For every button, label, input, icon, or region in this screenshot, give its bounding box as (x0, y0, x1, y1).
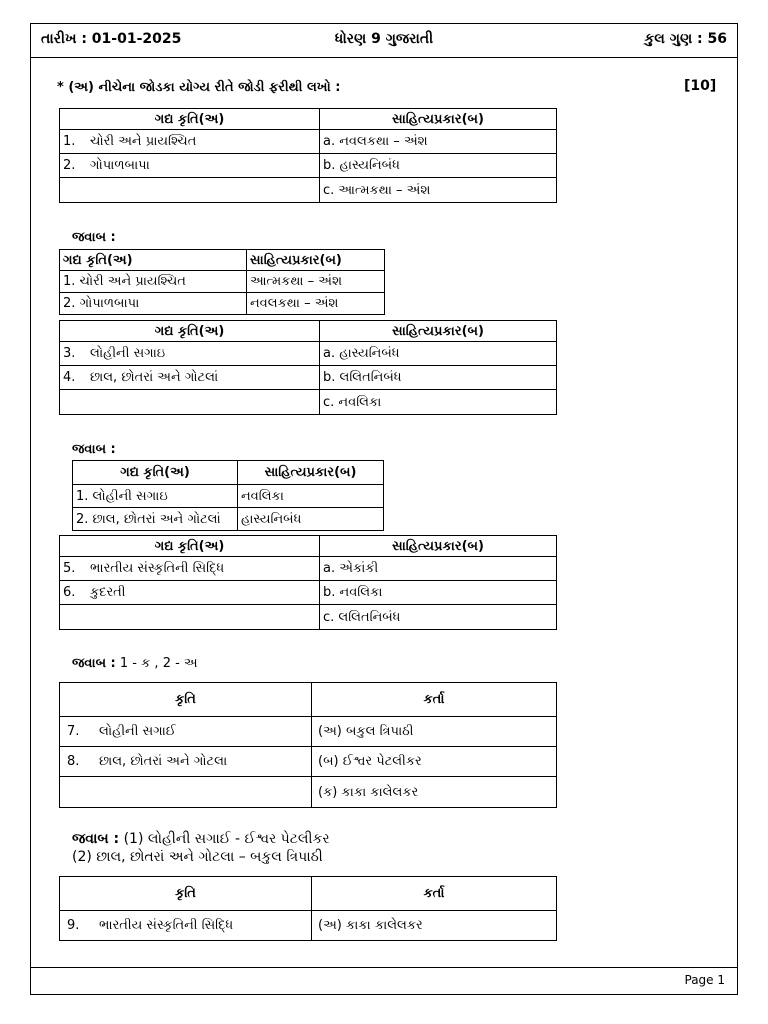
author-option: (અ) કાકા કાલેલકર (312, 911, 557, 941)
table-header: સાહિત્યપ્રકાર(બ) (238, 461, 384, 485)
table-header: ગદ્ય કૃતિ(અ) (60, 109, 320, 130)
work-name: ભારતીય સંસ્કૃતિની સિદ્ધિ (90, 561, 225, 576)
author-option: (અ) બકુલ ત્રિપાઠી (312, 717, 557, 747)
work-name: ચોરી અને પ્રાયશ્ચિત (90, 134, 197, 149)
page-header (31, 24, 737, 58)
work-name: ભારતીય સંસ્કૃતિની સિદ્ધિ (99, 918, 234, 933)
table-row (60, 390, 557, 415)
genre-option: a. નવલકથા – અંશ (320, 130, 557, 154)
answer-text: 1 - ક , 2 - અ (119, 656, 198, 671)
table-header: સાહિત્યપ્રકાર(બ) (320, 321, 557, 342)
work-name: ગોપાળબાપા (90, 158, 150, 173)
table-row (60, 130, 557, 154)
table-row (60, 911, 557, 941)
table-row (73, 508, 384, 531)
page-number: Page 1 (684, 973, 725, 987)
table-row (60, 717, 557, 747)
work-name: લોહીની સગાઈ (99, 724, 176, 739)
row-number: 8. (67, 754, 80, 769)
work-name: છાલ, છોતરાં અને ગોટલાં (90, 370, 219, 385)
table-header: ગદ્ય કૃતિ(અ) (60, 250, 247, 271)
row-number: 5. (63, 561, 76, 576)
genre-option: c. લલિતનિબંધ (320, 605, 557, 630)
row-number: 2. (63, 158, 76, 173)
answer-table-1 (59, 249, 385, 315)
table-row (60, 557, 557, 581)
work-name: 1. ચોરી અને પ્રાયશ્ચિત (60, 271, 247, 293)
table-row (60, 293, 385, 315)
answer-line (72, 831, 330, 847)
row-number: 3. (63, 346, 76, 361)
table-header: સાહિત્યપ્રકાર(બ) (320, 536, 557, 557)
genre-option: c. નવલિકા (320, 390, 557, 415)
answer-line (72, 656, 198, 671)
genre-answer: નવલકથા – અંશ (247, 293, 385, 315)
genre-option: b. નવલિકા (320, 581, 557, 605)
match-table-2 (59, 320, 557, 415)
table-row (60, 271, 385, 293)
work-name: કુદરતી (90, 585, 126, 600)
table-row (60, 605, 557, 630)
work-name: 1. લોહીની સગાઇ (73, 485, 238, 508)
question-title: * (અ) નીચેના જોડકા યોગ્ય રીતે જોડી ફરીથી લખો : (57, 80, 341, 95)
table-row (60, 747, 557, 777)
author-option: (બ) ઈશ્વર પેટલીકર (312, 747, 557, 777)
table-header: ગદ્ય કૃતિ(અ) (60, 321, 320, 342)
table-header: કૃતિ (60, 683, 312, 717)
page-footer (31, 967, 737, 994)
answer-label: જવાબ : (72, 656, 116, 671)
table-header: સાહિત્યપ્રકાર(બ) (247, 250, 385, 271)
row-number: 4. (63, 370, 76, 385)
genre-answer: નવલિકા (238, 485, 384, 508)
answer-table-2 (72, 460, 384, 531)
answer-label: જવાબ : (72, 442, 116, 457)
answer-text: (1) લોહીની સગાઈ - ઈશ્વર પેટલીકર (123, 831, 330, 847)
work-name: 2. ગોપાળબાપા (60, 293, 247, 315)
work-name: 2. છાલ, છોતરાં અને ગોટલાં (73, 508, 238, 531)
table-row (60, 777, 557, 808)
row-number: 9. (67, 918, 80, 933)
work-name: છાલ, છોતરાં અને ગોટલા (99, 754, 228, 769)
answer-label: જવાબ : (72, 230, 116, 245)
exam-date: તારીખ : 01-01-2025 (41, 31, 182, 47)
author-option: (ક) કાકા કાલેલકર (312, 777, 557, 808)
table-row (73, 485, 384, 508)
genre-option: a. હાસ્યનિબંધ (320, 342, 557, 366)
work-name: લોહીની સગાઇ (90, 346, 166, 361)
table-header: ગદ્ય કૃતિ(અ) (60, 536, 320, 557)
answer-text: (2) છાલ, છોતરાં અને ગોટલા – બકુલ ત્રિપાઠી (72, 849, 323, 865)
question-marks: [10] (684, 78, 717, 94)
table-header: સાહિત્યપ્રકાર(બ) (320, 109, 557, 130)
exam-title: ધોરણ 9 ગુજરાતી (334, 31, 434, 47)
genre-option: c. આત્મકથા – અંશ (320, 178, 557, 203)
table-header: કૃતિ (60, 877, 312, 911)
match-table-3 (59, 535, 557, 630)
table-row (60, 342, 557, 366)
genre-option: b. લલિતનિબંધ (320, 366, 557, 390)
total-marks: કુલ ગુણ : 56 (644, 31, 727, 47)
table-header: ગદ્ય કૃતિ(અ) (73, 461, 238, 485)
row-number: 1. (63, 134, 76, 149)
table-row (60, 366, 557, 390)
table-row (60, 581, 557, 605)
answer-label: જવાબ : (72, 831, 120, 847)
table-row (60, 178, 557, 203)
table-row (60, 154, 557, 178)
author-table-1 (59, 682, 557, 808)
genre-answer: હાસ્યનિબંધ (238, 508, 384, 531)
match-table-1 (59, 108, 557, 203)
table-header: કર્તા (312, 683, 557, 717)
row-number: 7. (67, 724, 80, 739)
genre-option: b. હાસ્યનિબંધ (320, 154, 557, 178)
row-number: 6. (63, 585, 76, 600)
genre-answer: આત્મકથા – અંશ (247, 271, 385, 293)
table-header: કર્તા (312, 877, 557, 911)
author-table-2 (59, 876, 557, 941)
genre-option: a. એકાંકી (320, 557, 557, 581)
